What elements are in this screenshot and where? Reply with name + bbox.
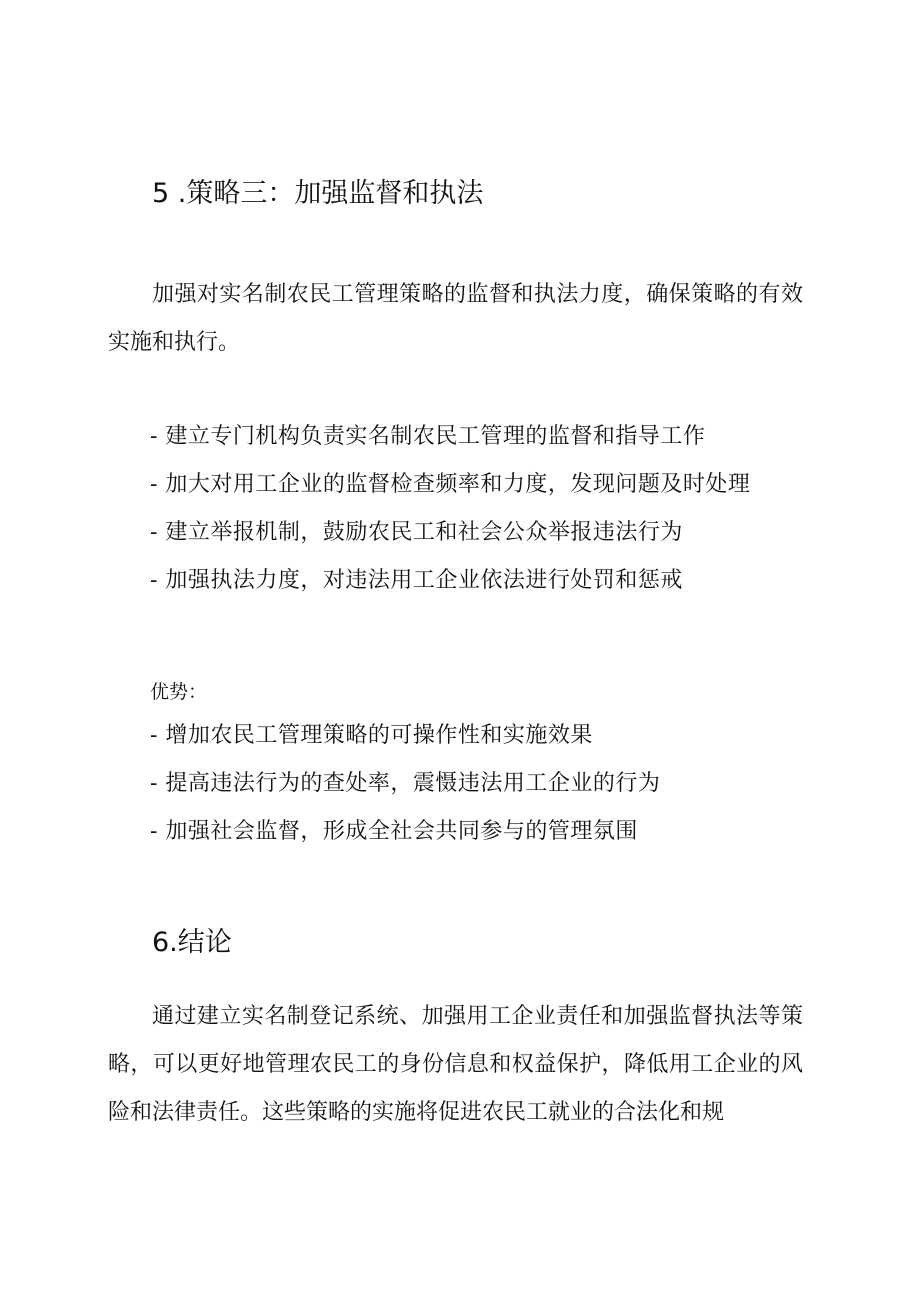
section-5-heading: 5 .策略三：加强监督和执法 <box>152 178 484 209</box>
advantages-list <box>150 712 660 856</box>
list-item: - 增加农民工管理策略的可操作性和实施效果 <box>150 723 593 748</box>
list-item: - 加强社会监督，形成全社会共同参与的管理氛围 <box>150 819 638 844</box>
section-6-heading: 6.结论 <box>152 927 232 958</box>
measures-list <box>150 413 750 605</box>
list-item: - 加强执法力度，对违法用工企业依法进行处罚和惩戒 <box>150 568 683 593</box>
list-item: - 提高违法行为的查处率，震慑违法用工企业的行为 <box>150 771 661 796</box>
list-item: - 建立举报机制，鼓励农民工和社会公众举报违法行为 <box>150 520 683 545</box>
list-item: - 加大对用工企业的监督检查频率和力度，发现问题及时处理 <box>150 472 751 497</box>
list-item: - 建立专门机构负责实名制农民工管理的监督和指导工作 <box>150 424 706 449</box>
section-6-body: 通过建立实名制登记系统、加强用工企业责任和加强监督执法等策略，可以更好地管理农民工的身份信息和权益保护，降低用工企业的风险和法律责任。这些策略的实施将促进农民工就业的合法化和规 <box>108 1004 803 1125</box>
section-5-intro: 加强对实名制农民工管理策略的监督和执法力度，确保策略的有效实施和执行。 <box>108 282 803 355</box>
advantages-label: 优势： <box>150 681 208 703</box>
